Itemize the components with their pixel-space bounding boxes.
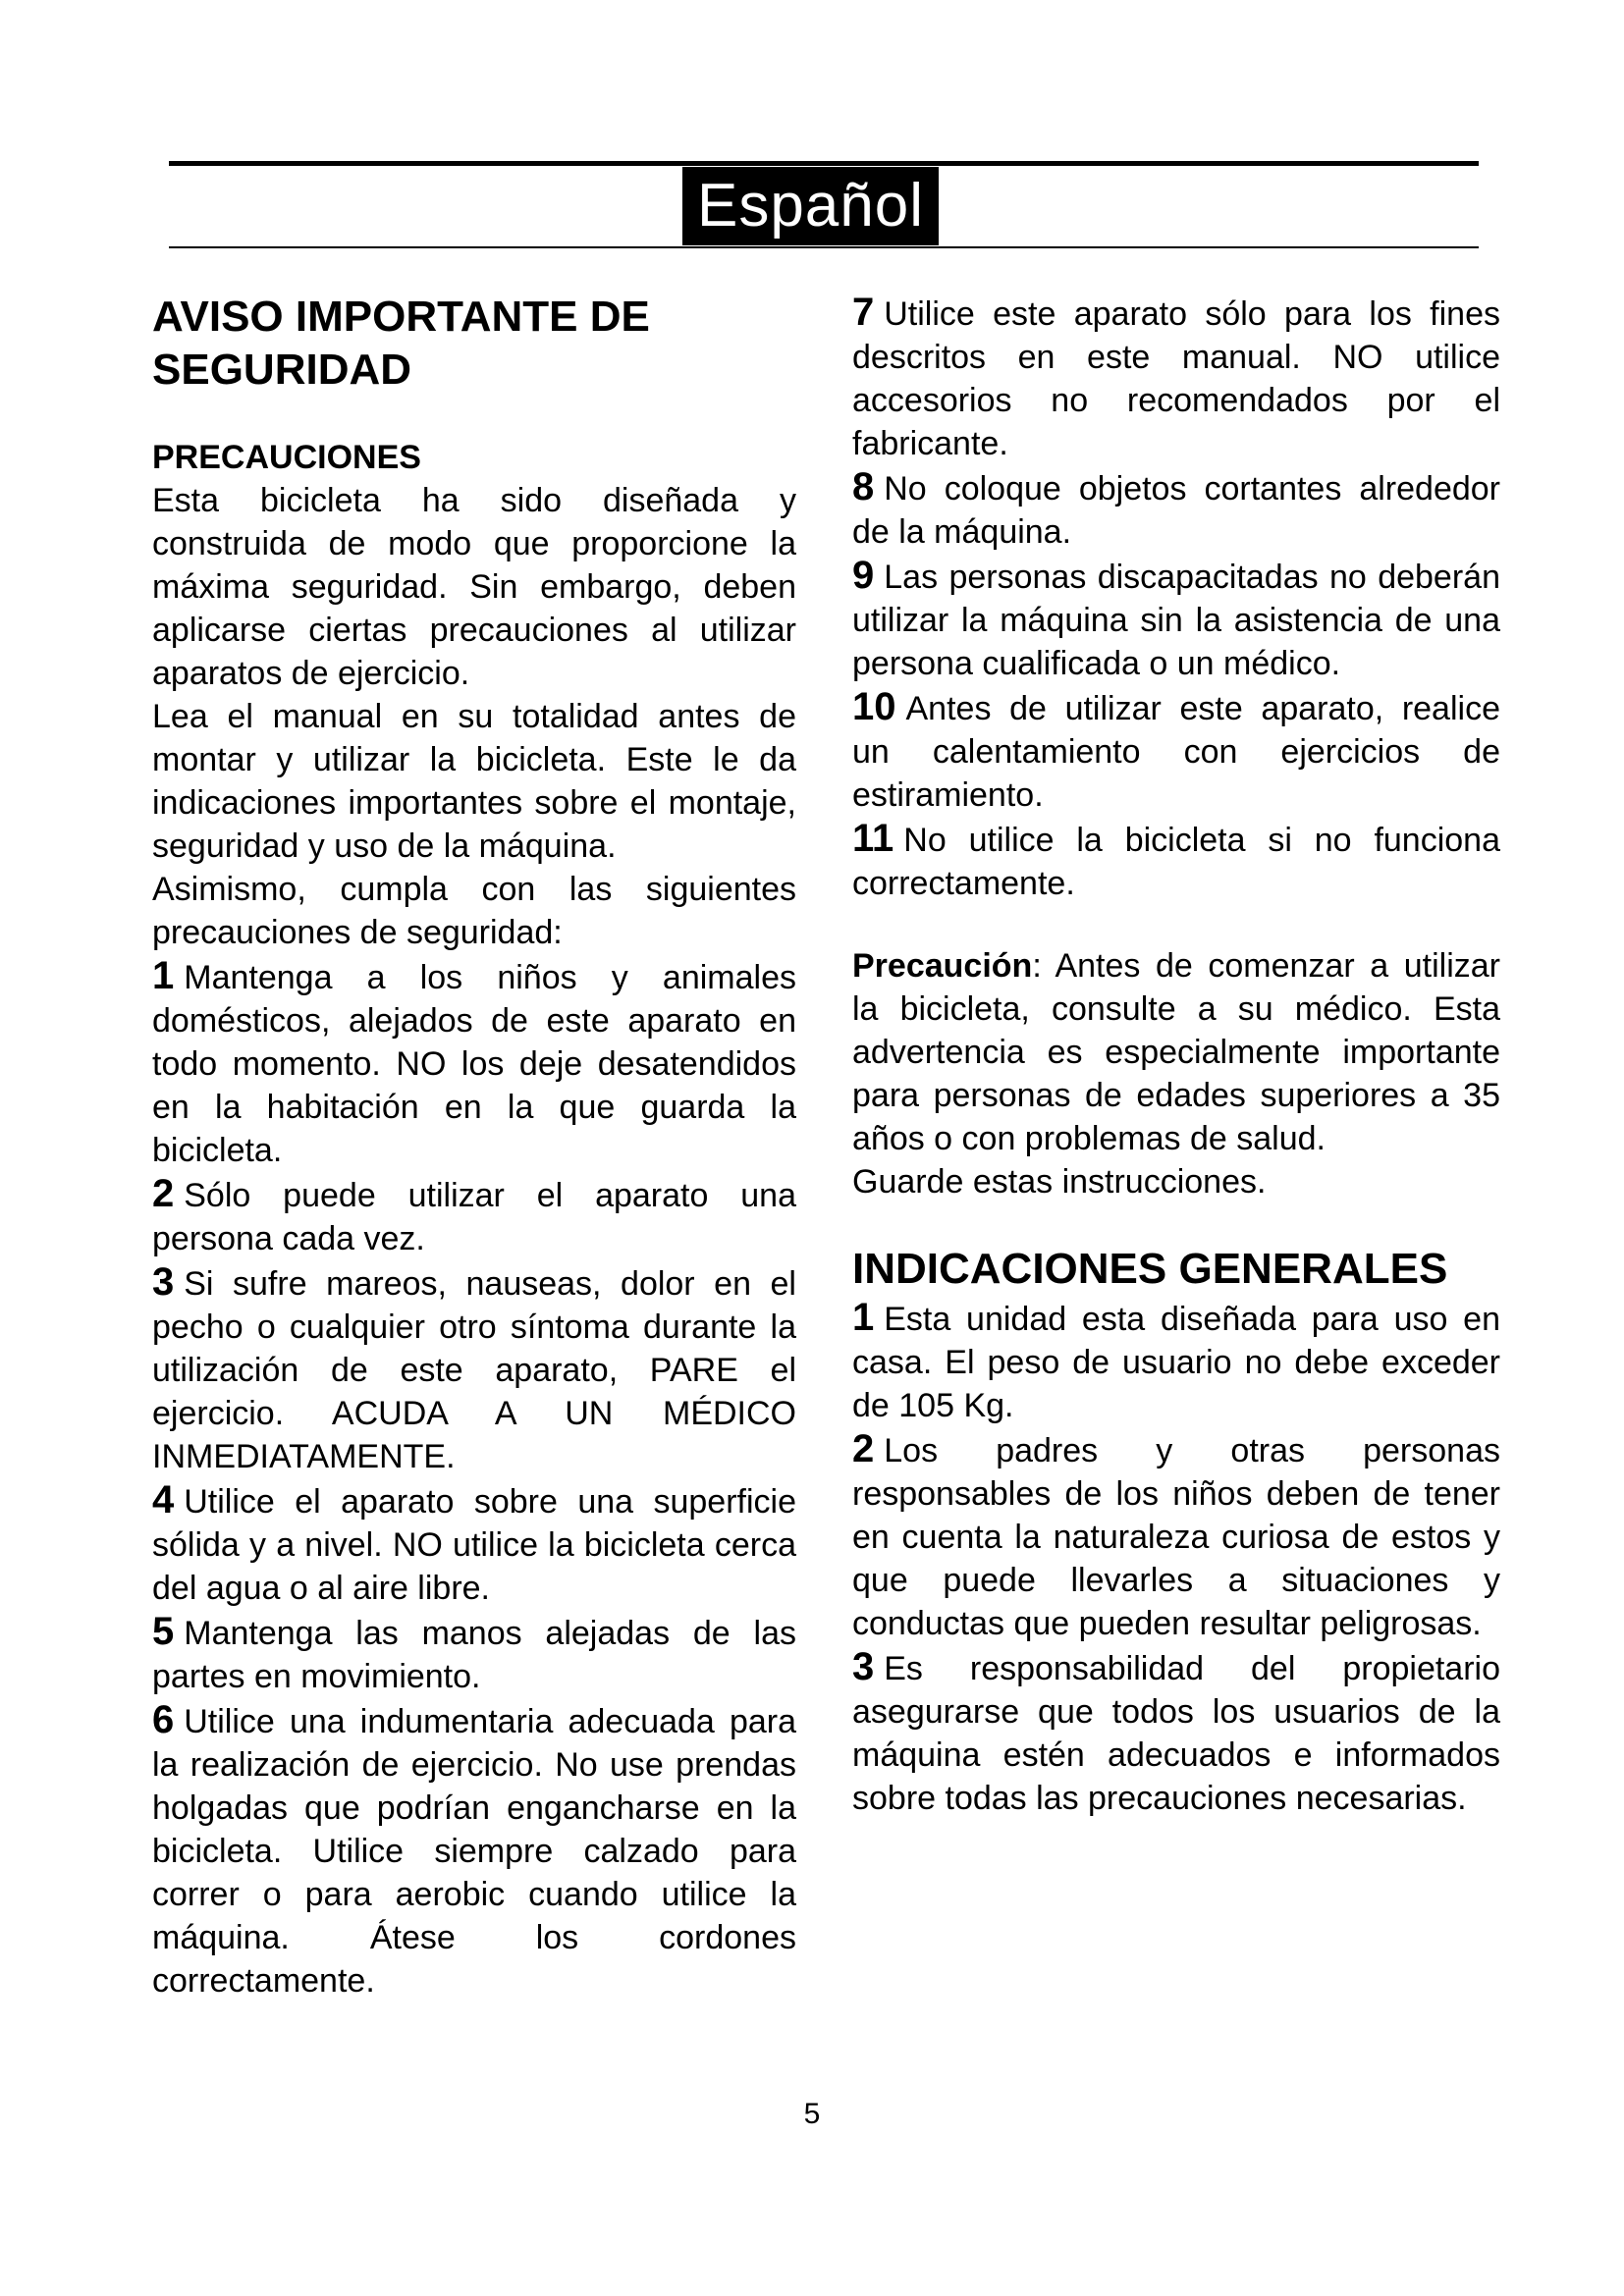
item-number: 2 xyxy=(852,1427,875,1470)
intro-paragraph: Lea el manual en su totalidad antes de montar y utilizar la bicicleta. Este le da indicaciones importantes sobre el montaje, seguridad y uso de la máquina. xyxy=(152,698,796,865)
keep-instructions: Guarde estas instrucciones. xyxy=(852,1163,1267,1201)
caution-paragraph xyxy=(852,944,1500,1160)
header-rule-top xyxy=(169,161,1479,166)
intro-paragraph: Asimismo, cumpla con las siguientes precauciones de seguridad: xyxy=(152,871,796,951)
item-number: 2 xyxy=(152,1172,175,1215)
list-item xyxy=(852,685,1500,817)
item-text: Utilice una indumentaria adecuada para la realización de ejercicio. No use prendas holgadas que podrían engancharse en la bicicleta. Utilice siempre calzado para correr o para aerobic cuando utilice la máquina. Átese los cordones correctamente. xyxy=(152,1703,796,2000)
list-item xyxy=(152,1260,796,1478)
list-item xyxy=(152,1610,796,1698)
right-column xyxy=(852,291,1500,1820)
spacer xyxy=(852,905,1500,944)
item-text: Sólo puede utilizar el aparato una persona cada vez. xyxy=(152,1177,796,1257)
left-column xyxy=(152,291,796,2002)
list-item xyxy=(852,1296,1500,1427)
list-item xyxy=(152,1698,796,2002)
item-text: No utilice la bicicleta si no funciona correctamente. xyxy=(852,822,1500,902)
caution-text: : Antes de comenzar a utilizar la bicicleta, consulte a su médico. Esta advertencia es especialmente importante para personas de edades superiores a 35 años o con problemas de salud. xyxy=(852,947,1500,1157)
item-text: Utilice el aparato sobre una superficie sólida y a nivel. NO utilice la bicicleta cerca del agua o al aire libre. xyxy=(152,1483,796,1607)
item-text: Esta unidad esta diseñada para uso en casa. El peso de usuario no debe exceder de 105 Kg. xyxy=(852,1301,1500,1424)
item-number: 1 xyxy=(152,954,175,997)
safety-title: AVISO IMPORTANTE DE SEGURIDAD xyxy=(152,293,650,394)
item-text: Los padres y otras personas responsables de los niños deben de tener en cuenta la naturaleza curiosa de estos y que puede llevarles a situaciones y conductas que pueden resultar peligrosas. xyxy=(852,1432,1500,1642)
item-text: Las personas discapacitadas no deberán utilizar la máquina sin la asistencia de una persona cualificada o un médico. xyxy=(852,559,1500,682)
item-number: 1 xyxy=(852,1296,875,1339)
page-number: 5 xyxy=(803,2098,821,2130)
list-item xyxy=(152,954,796,1172)
spacer xyxy=(852,1203,1500,1243)
precautions-subtitle: PRECAUCIONES xyxy=(152,439,421,476)
list-item xyxy=(852,1645,1500,1820)
intro-paragraph: Esta bicicleta ha sido diseñada y construida de modo que proporcione la máxima seguridad. Sin embargo, deben aplicarse ciertas precauciones al utilizar aparatos de ejercicio. xyxy=(152,482,796,692)
item-text: Antes de utilizar este aparato, realice un calentamiento con ejercicios de estiramiento. xyxy=(852,690,1500,814)
list-item xyxy=(852,817,1500,905)
spacer xyxy=(152,397,796,436)
header-rule-bottom xyxy=(169,246,1479,248)
item-number: 3 xyxy=(152,1260,175,1304)
item-number: 3 xyxy=(852,1645,875,1688)
item-number: 5 xyxy=(152,1610,175,1653)
item-text: Es responsabilidad del propietario asegurarse que todos los usuarios de la máquina estén adecuados e informados sobre todas las precauciones necesarias. xyxy=(852,1650,1500,1817)
item-text: Mantenga las manos alejadas de las partes en movimiento. xyxy=(152,1615,796,1695)
list-item xyxy=(152,1172,796,1260)
caution-label: Precaución xyxy=(852,947,1033,985)
list-item xyxy=(852,1427,1500,1645)
list-item xyxy=(852,554,1500,685)
item-number: 10 xyxy=(852,685,896,728)
item-number: 9 xyxy=(852,554,875,597)
language-label: Español xyxy=(682,167,939,245)
list-item xyxy=(152,1478,796,1610)
item-text: Utilice este aparato sólo para los fines descritos en este manual. NO utilice accesorios no recomendados por el fabricante. xyxy=(852,295,1500,462)
item-number: 7 xyxy=(852,291,875,334)
item-number: 8 xyxy=(852,465,875,508)
item-number: 4 xyxy=(152,1478,175,1522)
item-text: Si sufre mareos, nauseas, dolor en el pecho o cualquier otro síntoma durante la utilización de este aparato, PARE el ejercicio. ACUDA A UN MÉDICO INMEDIATAMENTE. xyxy=(152,1265,796,1475)
general-title: INDICACIONES GENERALES xyxy=(852,1245,1448,1293)
item-number: 6 xyxy=(152,1698,175,1741)
item-number: 11 xyxy=(852,817,894,860)
list-item xyxy=(852,291,1500,465)
list-item xyxy=(852,465,1500,554)
item-text: No coloque objetos cortantes alrededor de la máquina. xyxy=(852,470,1500,551)
item-text: Mantenga a los niños y animales domésticos, alejados de este aparato en todo momento. NO los deje desatendidos en la habitación en la que guarda la bicicleta. xyxy=(152,959,796,1169)
